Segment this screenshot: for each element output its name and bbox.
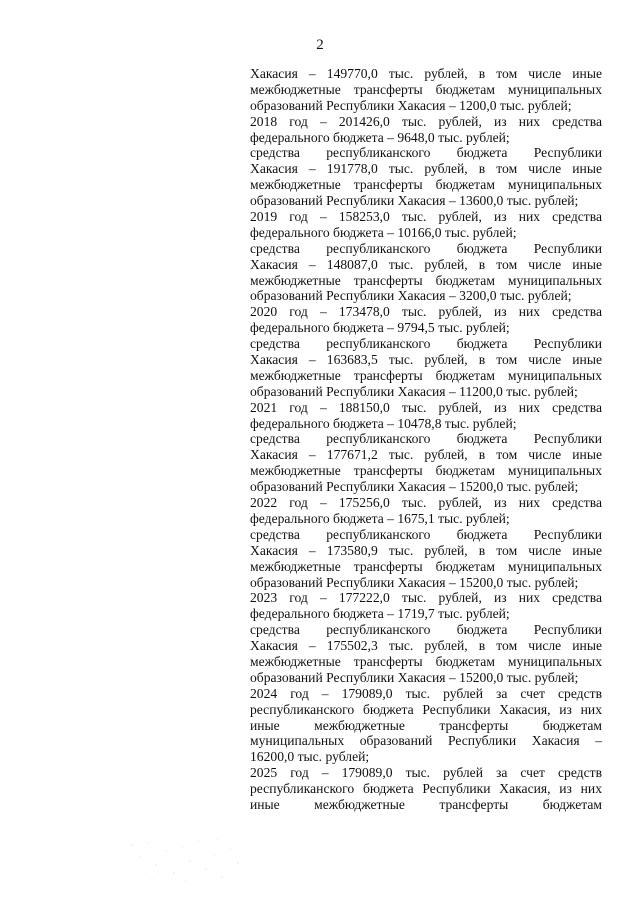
text-line: муниципальных образований Республики Хакасия – <box>250 733 602 749</box>
text-line: средства республиканского бюджета Республики <box>250 431 602 447</box>
text-line: Хакасия – 149770,0 тыс. рублей, в том числе иные <box>250 66 602 81</box>
text-line: межбюджетные трансферты бюджетам муниципальных <box>250 653 602 669</box>
text-line: Хакасия – 177671,2 тыс. рублей, в том числе иные <box>250 447 602 463</box>
text-line: межбюджетные трансферты бюджетам муниципальных <box>250 367 602 383</box>
text-line: Хакасия – 191778,0 тыс. рублей, в том числе иные <box>250 161 602 177</box>
text-line: образований Республики Хакасия – 15200,0 тыс. рублей; <box>250 574 579 590</box>
text-line: образований Республики Хакасия – 11200,0 тыс. рублей; <box>250 383 578 399</box>
text-line: 2023 год – 177222,0 тыс. рублей, из них средства <box>250 590 602 606</box>
text-line: иные межбюджетные трансферты бюджетам <box>250 717 602 733</box>
text-line: межбюджетные трансферты бюджетам муниципальных <box>250 81 602 97</box>
text-line: республиканского бюджета Республики Хакасия, из них <box>250 781 602 797</box>
text-line: 2024 год – 179089,0 тыс. рублей за счет средств <box>250 685 602 701</box>
text-line: 2021 год – 188150,0 тыс. рублей, из них средства <box>250 399 602 415</box>
text-line: межбюджетные трансферты бюджетам муниципальных <box>250 177 602 193</box>
text-line: образований Республики Хакасия – 1200,0 тыс. рублей; <box>250 97 572 113</box>
text-line: федерального бюджета – 10478,8 тыс. рублей; <box>250 415 517 431</box>
text-line: средства республиканского бюджета Республики <box>250 145 602 161</box>
text-line: образований Республики Хакасия – 3200,0 тыс. рублей; <box>250 288 572 304</box>
text-line: федерального бюджета – 9794,5 тыс. рублей; <box>250 320 510 336</box>
text-line: 16200,0 тыс. рублей; <box>250 749 370 765</box>
scan-artifact <box>126 835 246 885</box>
text-line: средства республиканского бюджета Республики <box>250 336 602 352</box>
text-line: федерального бюджета – 9648,0 тыс. рублей; <box>250 129 510 145</box>
text-line: федерального бюджета – 1719,7 тыс. рублей; <box>250 606 510 622</box>
text-line: средства республиканского бюджета Республики <box>250 240 602 256</box>
text-line: федерального бюджета – 10166,0 тыс. рублей; <box>250 224 517 240</box>
text-line: 2025 год – 179089,0 тыс. рублей за счет средств <box>250 765 602 781</box>
text-line: образований Республики Хакасия – 15200,0 тыс. рублей; <box>250 479 579 495</box>
text-line: межбюджетные трансферты бюджетам муниципальных <box>250 558 602 574</box>
text-line: Хакасия – 163683,5 тыс. рублей, в том числе иные <box>250 352 602 368</box>
text-line: Хакасия – 175502,3 тыс. рублей, в том числе иные <box>250 638 602 654</box>
text-line: 2019 год – 158253,0 тыс. рублей, из них средства <box>250 209 602 225</box>
text-line: 2022 год – 175256,0 тыс. рублей, из них средства <box>250 495 602 511</box>
text-line: иные межбюджетные трансферты бюджетам <box>250 796 602 812</box>
text-line: образований Республики Хакасия – 13600,0 тыс. рублей; <box>250 193 579 209</box>
text-line: межбюджетные трансферты бюджетам муниципальных <box>250 463 602 479</box>
text-line: республиканского бюджета Республики Хакасия, из них <box>250 701 602 717</box>
text-line: 2018 год – 201426,0 тыс. рублей, из них средства <box>250 113 602 129</box>
text-line: Хакасия – 173580,9 тыс. рублей, в том числе иные <box>250 542 602 558</box>
text-line: Хакасия – 148087,0 тыс. рублей, в том числе иные <box>250 256 602 272</box>
text-line: образований Республики Хакасия – 15200,0 тыс. рублей; <box>250 669 579 685</box>
text-line: средства республиканского бюджета Республики <box>250 622 602 638</box>
text-line: средства республиканского бюджета Республики <box>250 526 602 542</box>
text-line: 2020 год – 173478,0 тыс. рублей, из них средства <box>250 304 602 320</box>
budget-text-block <box>250 66 602 813</box>
text-line: межбюджетные трансферты бюджетам муниципальных <box>250 272 602 288</box>
page-number: 2 <box>316 37 324 53</box>
text-line: федерального бюджета – 1675,1 тыс. рублей; <box>250 510 510 526</box>
